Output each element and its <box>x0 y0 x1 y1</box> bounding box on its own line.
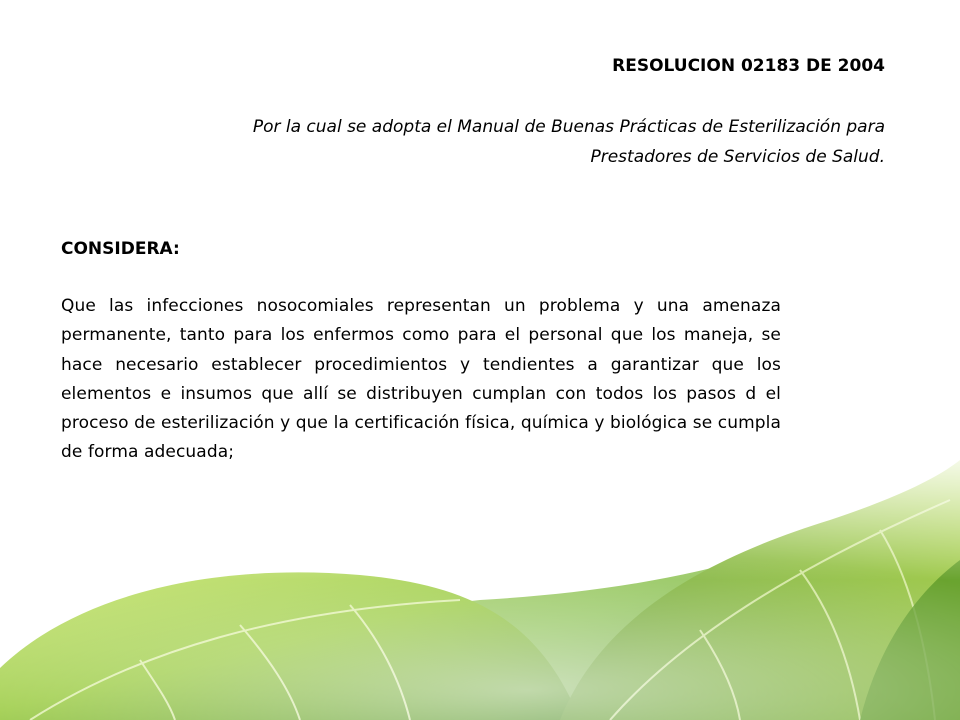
section-heading: CONSIDERA: <box>61 239 180 259</box>
body-paragraph: Que las infecciones nosocomiales representan un problema y una amenaza permanente, tanto para los enfermos como para el personal que los maneja, se hace necesario establecer procedimientos y tendientes a garantizar que los elementos e insumos que allí se distribuyen cumplan con todos los pasos d el proceso de esterilización y que la certificación física, química y biológica se cumpla de forma adecuada; <box>61 296 781 463</box>
slide-title: RESOLUCION 02183 DE 2004 <box>612 56 885 76</box>
slide-subtitle: Por la cual se adopta el Manual de Buenas Prácticas de Esterilización para Prestadores de Servicios de Salud. <box>252 117 885 167</box>
